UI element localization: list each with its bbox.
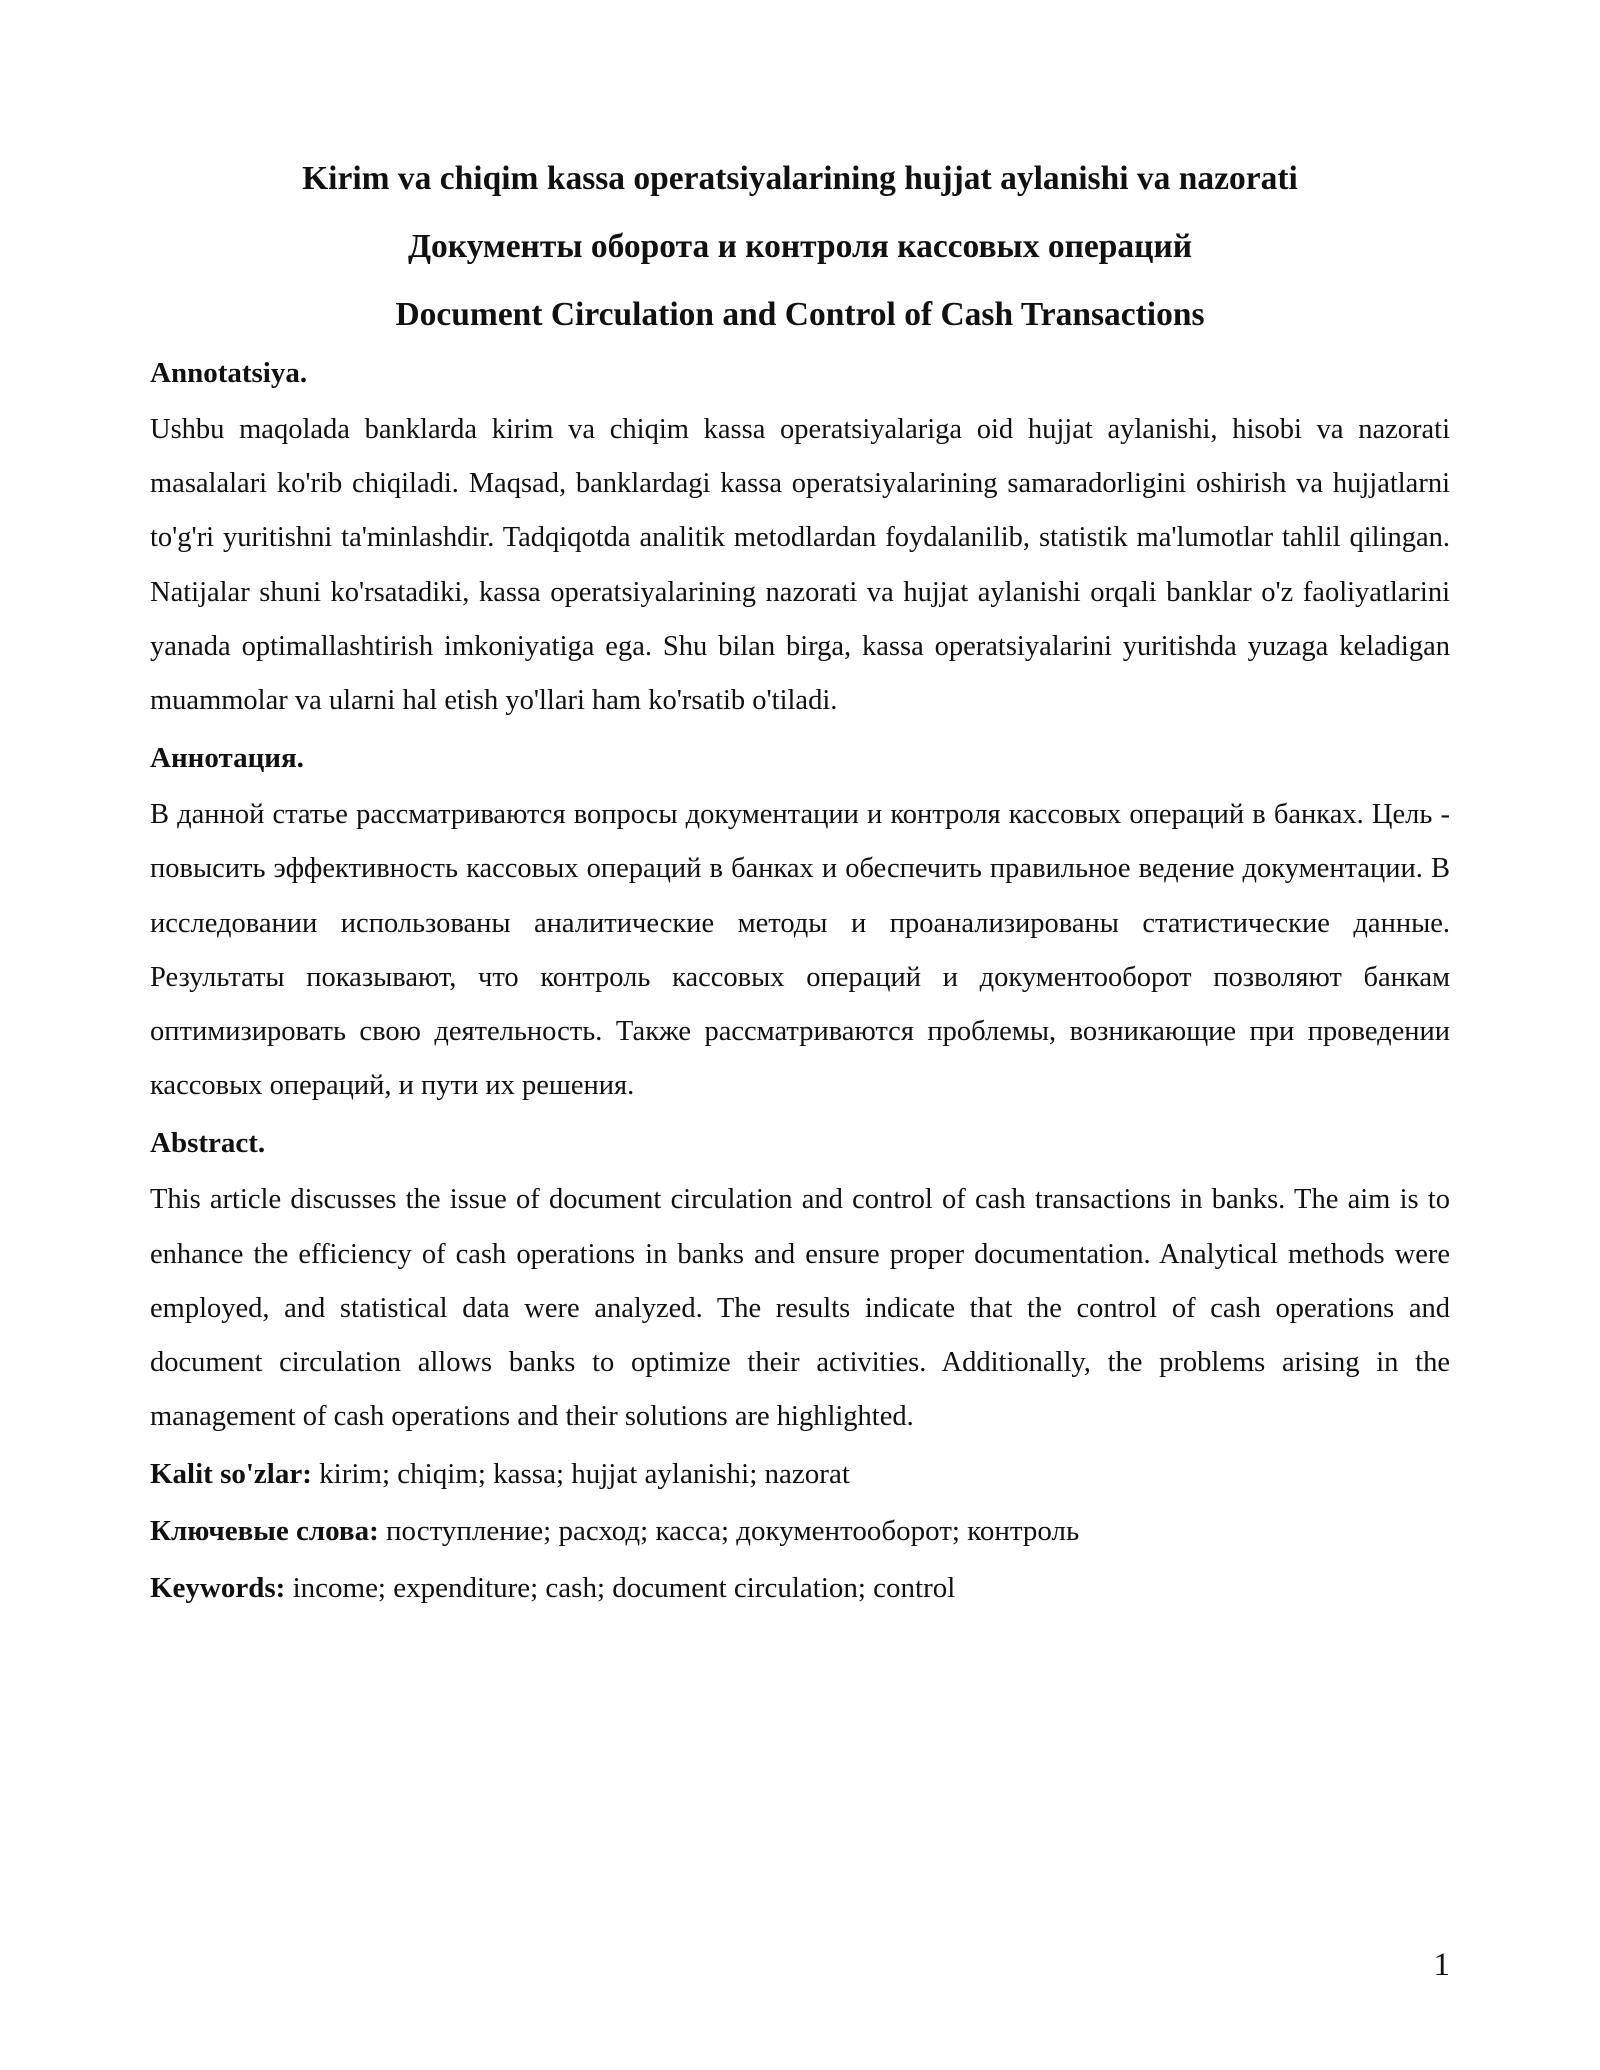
keywords-value-russian: поступление; расход; касса; документооборот; контроль (378, 1515, 1080, 1548)
abstract-text-english: This article discusses the issue of document circulation and control of cash transactions in banks. The aim is to enhance the efficiency of cash operations in banks and ensure proper documentation. Analytical methods were employed, and statistical data were analyzed. The results indicate that the control of cash operations and document circulation allows banks to optimize their activities. Additionally, the problems arising in the management of cash operations and their solutions are highlighted. (150, 1184, 1450, 1433)
title-russian: Документы оборота и контроля кассовых операций (407, 228, 1193, 265)
keywords-value-english: income; expenditure; cash; document circulation; control (285, 1572, 956, 1605)
abstract-heading-russian: Аннотация. (150, 742, 304, 775)
abstract-text-russian: В данной статье рассматриваются вопросы документации и контроля кассовых операций в банках. Цель - повысить эффективность кассовых операций в банках и обеспечить правильное ведение документации. В исследовании использованы аналитические методы и проанализированы статистические данные. Результаты показывают, что контроль кассовых операций и документооборот позволяют банкам оптимизировать свою деятельность. Также рассматриваются проблемы, возникающие при проведении кассовых операций, и пути их решения. (150, 799, 1450, 1102)
abstract-heading-english: Abstract. (150, 1127, 266, 1160)
paper-page (150, 145, 1450, 1625)
keywords-label-uzbek: Kalit so'zlar: (150, 1458, 312, 1491)
keywords-uzbek (150, 1454, 1450, 1494)
keywords-russian (150, 1511, 1450, 1551)
title-english: Document Circulation and Control of Cash Transactions (395, 296, 1205, 333)
keywords-label-english: Keywords: (150, 1572, 286, 1605)
abstract-heading-uzbek: Annotatsiya. (150, 357, 308, 389)
keywords-value-uzbek: kirim; chiqim; kassa; hujjat aylanishi; nazorat (311, 1458, 850, 1491)
abstract-text-uzbek: Ushbu maqolada banklarda kirim va chiqim kassa operatsiyalariga oid hujjat aylanishi, hisobi va nazorati masalalari ko'rib chiqiladi. Maqsad, banklardagi kassa operatsiyalarining samaradorligini oshirish va hujjatlarni to'g'ri yuritishni ta'minlashdir. Tadqiqotda analitik metodlardan foydalanilib, statistik ma'lumotlar tahlil qilingan. Natijalar shuni ko'rsatadiki, kassa operatsiyalarining nazorati va hujjat aylanishi orqali banklar o'z faoliyatlarini yanada optimallashtirish imkoniyatiga ega. Shu bilan birga, kassa operatsiyalarini yuritishda yuzaga keladigan muammolar va ularni hal etish yo'llari ham ko'rsatib o'tiladi. (150, 414, 1450, 717)
keywords-label-russian: Ключевые слова: (150, 1515, 379, 1548)
title-uzbek: Kirim va chiqim kassa operatsiyalarining hujjat aylanishi va nazorati (302, 160, 1298, 197)
page-number: 1 (1433, 1947, 1450, 1983)
keywords-english (150, 1568, 1450, 1608)
